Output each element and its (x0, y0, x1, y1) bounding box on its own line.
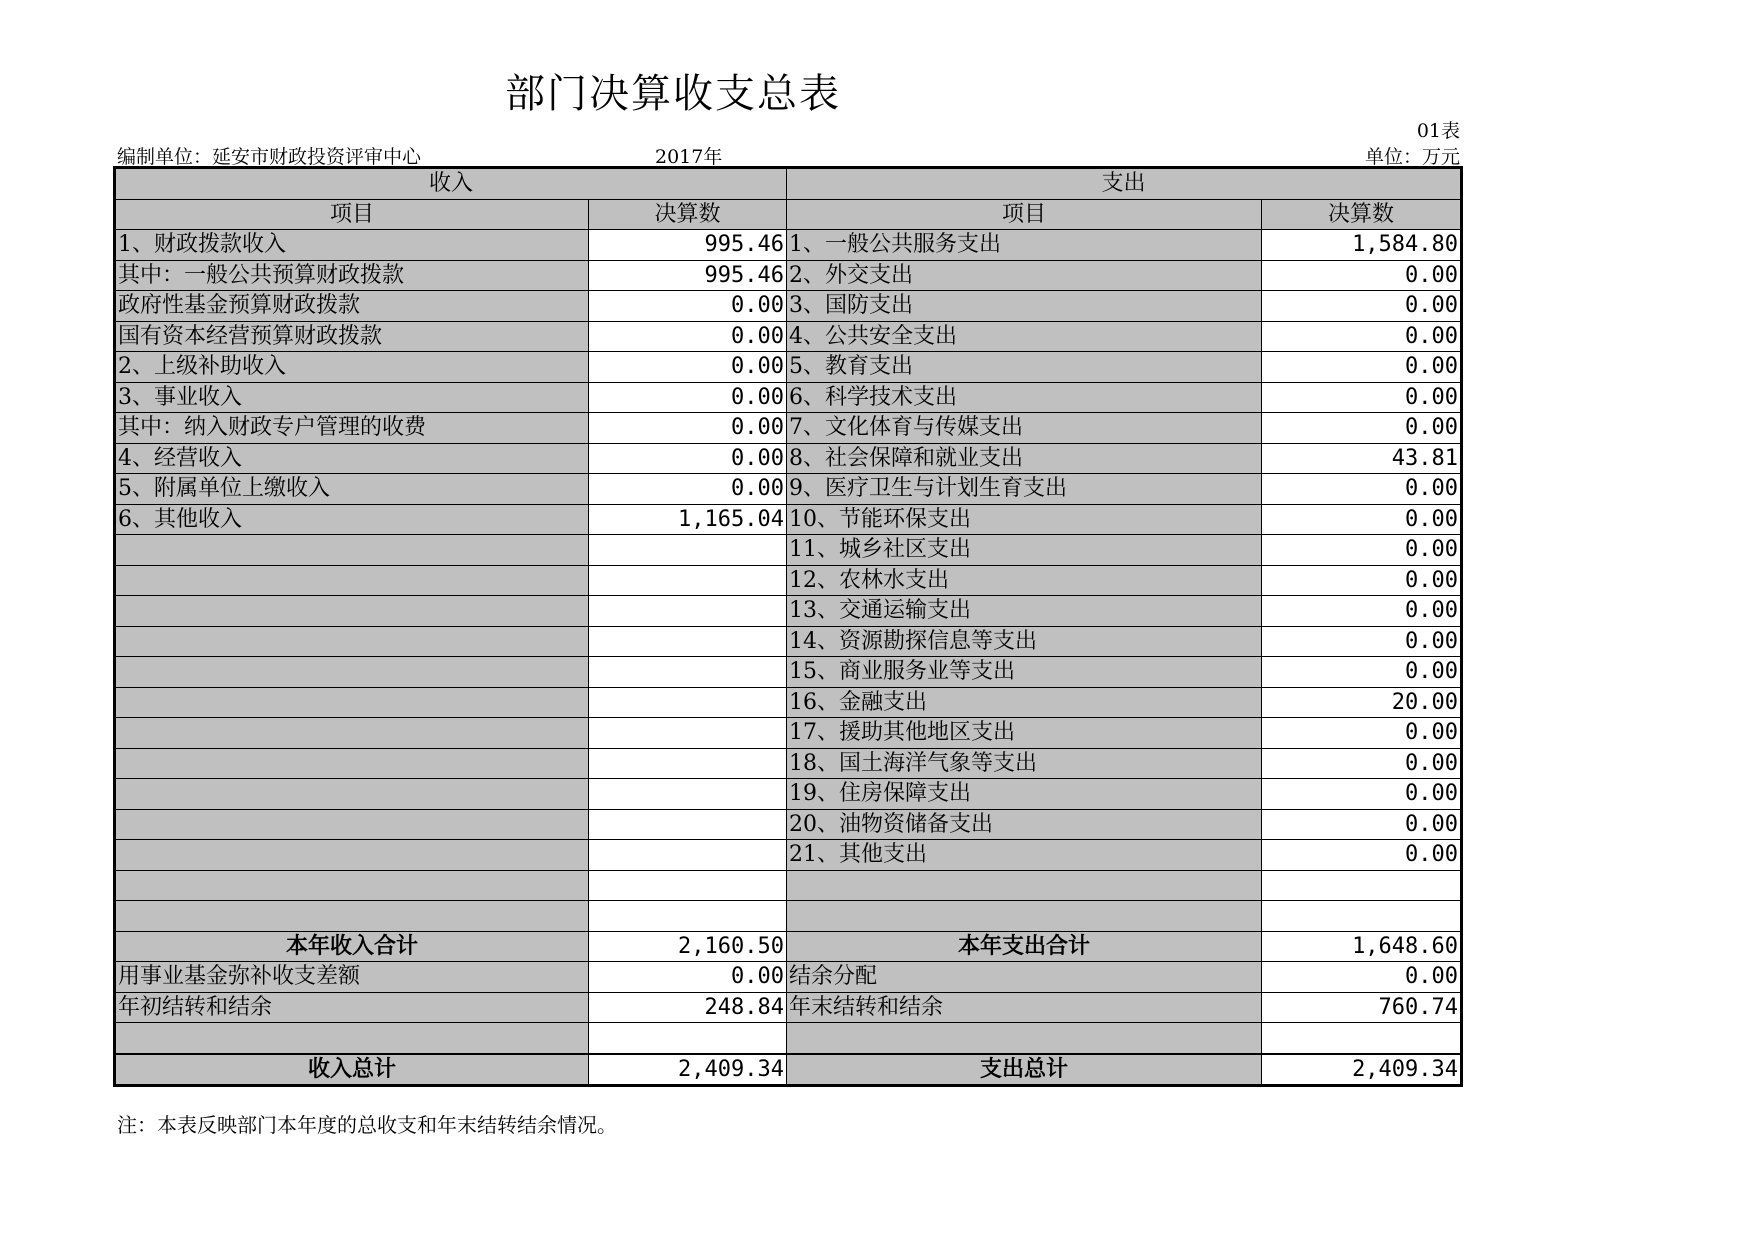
surplus-distribution-label: 结余分配 (787, 962, 1262, 993)
income-item-empty (115, 1023, 589, 1054)
expense-item: 18、国土海洋气象等支出 (787, 748, 1262, 779)
income-item-empty (115, 657, 589, 688)
begin-balance-label: 年初结转和结余 (115, 992, 589, 1023)
income-item-empty (115, 901, 589, 932)
expense-amount: 0.00 (1262, 596, 1462, 627)
expense-item: 7、文化体育与传媒支出 (787, 413, 1262, 444)
expense-amount: 0.00 (1262, 321, 1462, 352)
income-item: 5、附属单位上缴收入 (115, 474, 589, 505)
expense-amount: 0.00 (1262, 352, 1462, 383)
income-grand-total-value: 2,409.34 (589, 1054, 787, 1086)
expense-amount: 0.00 (1262, 565, 1462, 596)
table-row (115, 230, 1462, 261)
income-item-empty (115, 718, 589, 749)
expense-item: 12、农林水支出 (787, 565, 1262, 596)
expense-item: 15、商业服务业等支出 (787, 657, 1262, 688)
expense-amount: 0.00 (1262, 382, 1462, 413)
income-amount-empty (589, 626, 787, 657)
income-amount-empty (589, 840, 787, 871)
income-amount-empty (589, 596, 787, 627)
income-year-total-value: 2,160.50 (589, 931, 787, 962)
year-total-row (115, 931, 1462, 962)
reporting-organization: 编制单位：延安市财政投资评审中心 (117, 146, 422, 168)
table-row (115, 352, 1462, 383)
fund-offset-label: 用事业基金弥补收支差额 (115, 962, 589, 993)
expense-item-header: 项目 (787, 199, 1262, 230)
expense-item: 14、资源勘探信息等支出 (787, 626, 1262, 657)
expense-amount: 43.81 (1262, 443, 1462, 474)
page-title: 部门决算收支总表 (505, 71, 841, 117)
expense-year-total-label: 本年支出合计 (787, 931, 1262, 962)
income-item: 政府性基金预算财政拨款 (115, 291, 589, 322)
table-row (115, 840, 1462, 871)
expense-amount: 0.00 (1262, 657, 1462, 688)
income-amount: 0.00 (589, 413, 787, 444)
income-amount: 0.00 (589, 352, 787, 383)
expense-item: 13、交通运输支出 (787, 596, 1262, 627)
income-amount-empty (589, 1023, 787, 1054)
income-section-header: 收入 (115, 168, 787, 200)
table-row (115, 535, 1462, 566)
expense-item: 6、科学技术支出 (787, 382, 1262, 413)
expense-amount-empty (1262, 870, 1462, 901)
expense-item: 20、油物资储备支出 (787, 809, 1262, 840)
expense-item-empty (787, 870, 1262, 901)
fund-offset-value: 0.00 (589, 962, 787, 993)
column-header-row (115, 199, 1462, 230)
income-amount-empty (589, 687, 787, 718)
expense-amount-empty (1262, 901, 1462, 932)
table-row (115, 809, 1462, 840)
income-item: 4、经营收入 (115, 443, 589, 474)
table-row (115, 443, 1462, 474)
expense-amount: 0.00 (1262, 718, 1462, 749)
table-row-empty (115, 901, 1462, 932)
income-item-empty (115, 840, 589, 871)
income-item-empty (115, 535, 589, 566)
table-row (115, 321, 1462, 352)
income-amount-empty (589, 535, 787, 566)
table-row (115, 779, 1462, 810)
table-row (115, 657, 1462, 688)
expense-item: 5、教育支出 (787, 352, 1262, 383)
income-amount: 0.00 (589, 291, 787, 322)
table-row (115, 687, 1462, 718)
end-balance-value: 760.74 (1262, 992, 1462, 1023)
income-item-empty (115, 565, 589, 596)
income-item-empty (115, 596, 589, 627)
expense-year-total-value: 1,648.60 (1262, 931, 1462, 962)
expense-amount: 0.00 (1262, 779, 1462, 810)
table-row (115, 748, 1462, 779)
income-item-header: 项目 (115, 199, 589, 230)
income-item-empty (115, 626, 589, 657)
expense-grand-total-value: 2,409.34 (1262, 1054, 1462, 1086)
income-item-empty (115, 870, 589, 901)
income-amount: 0.00 (589, 321, 787, 352)
table-row (115, 382, 1462, 413)
expense-item: 11、城乡社区支出 (787, 535, 1262, 566)
table-row (115, 260, 1462, 291)
expense-item: 2、外交支出 (787, 260, 1262, 291)
table-row (115, 992, 1462, 1023)
footnote: 注：本表反映部门本年度的总收支和年末结转结余情况。 (117, 1113, 617, 1137)
income-item: 2、上级补助收入 (115, 352, 589, 383)
income-amount: 995.46 (589, 260, 787, 291)
income-amount-empty (589, 748, 787, 779)
income-expense-table (113, 166, 1463, 1087)
begin-balance-value: 248.84 (589, 992, 787, 1023)
income-year-total-label: 本年收入合计 (115, 931, 589, 962)
income-amount: 1,165.04 (589, 504, 787, 535)
expense-item: 3、国防支出 (787, 291, 1262, 322)
income-item-empty (115, 779, 589, 810)
expense-amount: 1,584.80 (1262, 230, 1462, 261)
expense-item: 4、公共安全支出 (787, 321, 1262, 352)
expense-amount: 0.00 (1262, 260, 1462, 291)
income-amount-empty (589, 718, 787, 749)
expense-item-empty (787, 901, 1262, 932)
grand-total-row (115, 1054, 1462, 1086)
income-amount-header: 决算数 (589, 199, 787, 230)
income-amount: 995.46 (589, 230, 787, 261)
expense-amount: 0.00 (1262, 626, 1462, 657)
expense-amount: 0.00 (1262, 535, 1462, 566)
expense-amount: 0.00 (1262, 474, 1462, 505)
table-row-empty (115, 1023, 1462, 1054)
surplus-distribution-value: 0.00 (1262, 962, 1462, 993)
section-header-row (115, 168, 1462, 200)
income-item: 6、其他收入 (115, 504, 589, 535)
currency-unit: 单位：万元 (1364, 146, 1460, 168)
income-item: 1、财政拨款收入 (115, 230, 589, 261)
expense-amount-header: 决算数 (1262, 199, 1462, 230)
expense-amount: 0.00 (1262, 809, 1462, 840)
table-row (115, 413, 1462, 444)
income-amount-empty (589, 565, 787, 596)
income-amount-empty (589, 657, 787, 688)
table-row (115, 474, 1462, 505)
expense-amount: 0.00 (1262, 291, 1462, 322)
expense-amount: 20.00 (1262, 687, 1462, 718)
report-year: 2017年 (655, 146, 723, 168)
income-amount-empty (589, 809, 787, 840)
income-amount: 0.00 (589, 474, 787, 505)
income-item: 3、事业收入 (115, 382, 589, 413)
income-grand-total-label: 收入总计 (115, 1054, 589, 1086)
expense-amount: 0.00 (1262, 413, 1462, 444)
expense-item: 8、社会保障和就业支出 (787, 443, 1262, 474)
table-row (115, 596, 1462, 627)
income-amount-empty (589, 870, 787, 901)
expense-amount: 0.00 (1262, 840, 1462, 871)
income-item: 国有资本经营预算财政拨款 (115, 321, 589, 352)
expense-section-header: 支出 (787, 168, 1462, 200)
expense-grand-total-label: 支出总计 (787, 1054, 1262, 1086)
expense-item: 16、金融支出 (787, 687, 1262, 718)
table-row (115, 718, 1462, 749)
table-row (115, 291, 1462, 322)
table-row (115, 565, 1462, 596)
expense-amount: 0.00 (1262, 748, 1462, 779)
income-item-empty (115, 809, 589, 840)
income-amount-empty (589, 779, 787, 810)
expense-item: 1、一般公共服务支出 (787, 230, 1262, 261)
form-number: 01表 (1416, 120, 1460, 142)
income-item: 其中：纳入财政专户管理的收费 (115, 413, 589, 444)
income-amount: 0.00 (589, 443, 787, 474)
end-balance-label: 年末结转和结余 (787, 992, 1262, 1023)
income-amount-empty (589, 901, 787, 932)
expense-amount: 0.00 (1262, 504, 1462, 535)
expense-item: 17、援助其他地区支出 (787, 718, 1262, 749)
table-row (115, 626, 1462, 657)
income-item: 其中：一般公共预算财政拨款 (115, 260, 589, 291)
income-amount: 0.00 (589, 382, 787, 413)
income-item-empty (115, 687, 589, 718)
expense-item: 21、其他支出 (787, 840, 1262, 871)
expense-item: 9、医疗卫生与计划生育支出 (787, 474, 1262, 505)
table-row (115, 962, 1462, 993)
expense-amount-empty (1262, 1023, 1462, 1054)
table-row-empty (115, 870, 1462, 901)
expense-item-empty (787, 1023, 1262, 1054)
table-row (115, 504, 1462, 535)
expense-item: 10、节能环保支出 (787, 504, 1262, 535)
expense-item: 19、住房保障支出 (787, 779, 1262, 810)
income-item-empty (115, 748, 589, 779)
